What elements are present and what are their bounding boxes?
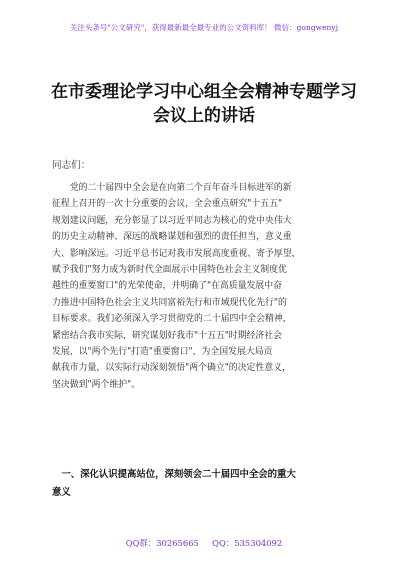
body-line: 坚决做到"两个维护"。 <box>52 379 141 390</box>
body-line: 征程上召开的一次十分重要的会议，全会重点研究"十五五" <box>52 199 283 210</box>
body-line: 发展，以"两个先行"打造"重要窗口"，为全国发展大局贡 <box>52 347 273 358</box>
body-line: 党的二十届四中全会是在向第二个百年奋斗目标进军的新 <box>52 183 292 193</box>
body-line: 规划建议问题，充分彰显了以习近平同志为核心的党中央伟大 <box>52 215 292 226</box>
salutation: 同志们： <box>52 160 91 171</box>
body-line: 力推进中国特色社会主义共同富裕先行和市域现代化先行"的 <box>52 297 287 308</box>
body-line: 大、影响深远。习近平总书记对我市发展高度重视、寄予厚望， <box>52 248 301 259</box>
body-line: 目标要求。我们必须深入学习贯彻党的二十届四中全会精神， <box>52 314 292 325</box>
document-title <box>40 80 368 128</box>
document-title-line-1: 在市委理论学习中心组全会精神专题学习 <box>51 82 357 102</box>
body-line: 越性的重要窗口"的光荣使命，并明确了"在高质量发展中奋 <box>52 281 283 292</box>
document-title-line-2: 会议上的讲话 <box>153 106 255 126</box>
section-heading-1-line-2: 意义 <box>52 486 71 498</box>
body-line: 的历史主动精神、深远的战略谋划和强烈的责任担当，意义重 <box>52 232 292 243</box>
section-heading-1 <box>52 466 360 501</box>
section-heading-1-line-1: 一、深化认识提高站位，深刻领会二十届四中全会的重大 <box>52 469 296 480</box>
header-promo-note: 关注头条号"公文研究"，获得最新最全最专业的公文资料库！ 微信：gongwenyj <box>69 23 339 32</box>
body-line: 赋予我们"努力成为新时代全面展示中国特色社会主义制度优 <box>52 265 287 276</box>
body-line: 紧密结合我市实际，研究谋划好我市"十五五"时期经济社会 <box>52 330 283 341</box>
footer-contact-note: QQ群：30265665 QQ：535304092 <box>125 538 283 548</box>
body-paragraph <box>52 180 360 393</box>
body-line: 献我市力量，以实际行动深刻领悟"两个确立"的决定性意义， <box>52 363 291 374</box>
